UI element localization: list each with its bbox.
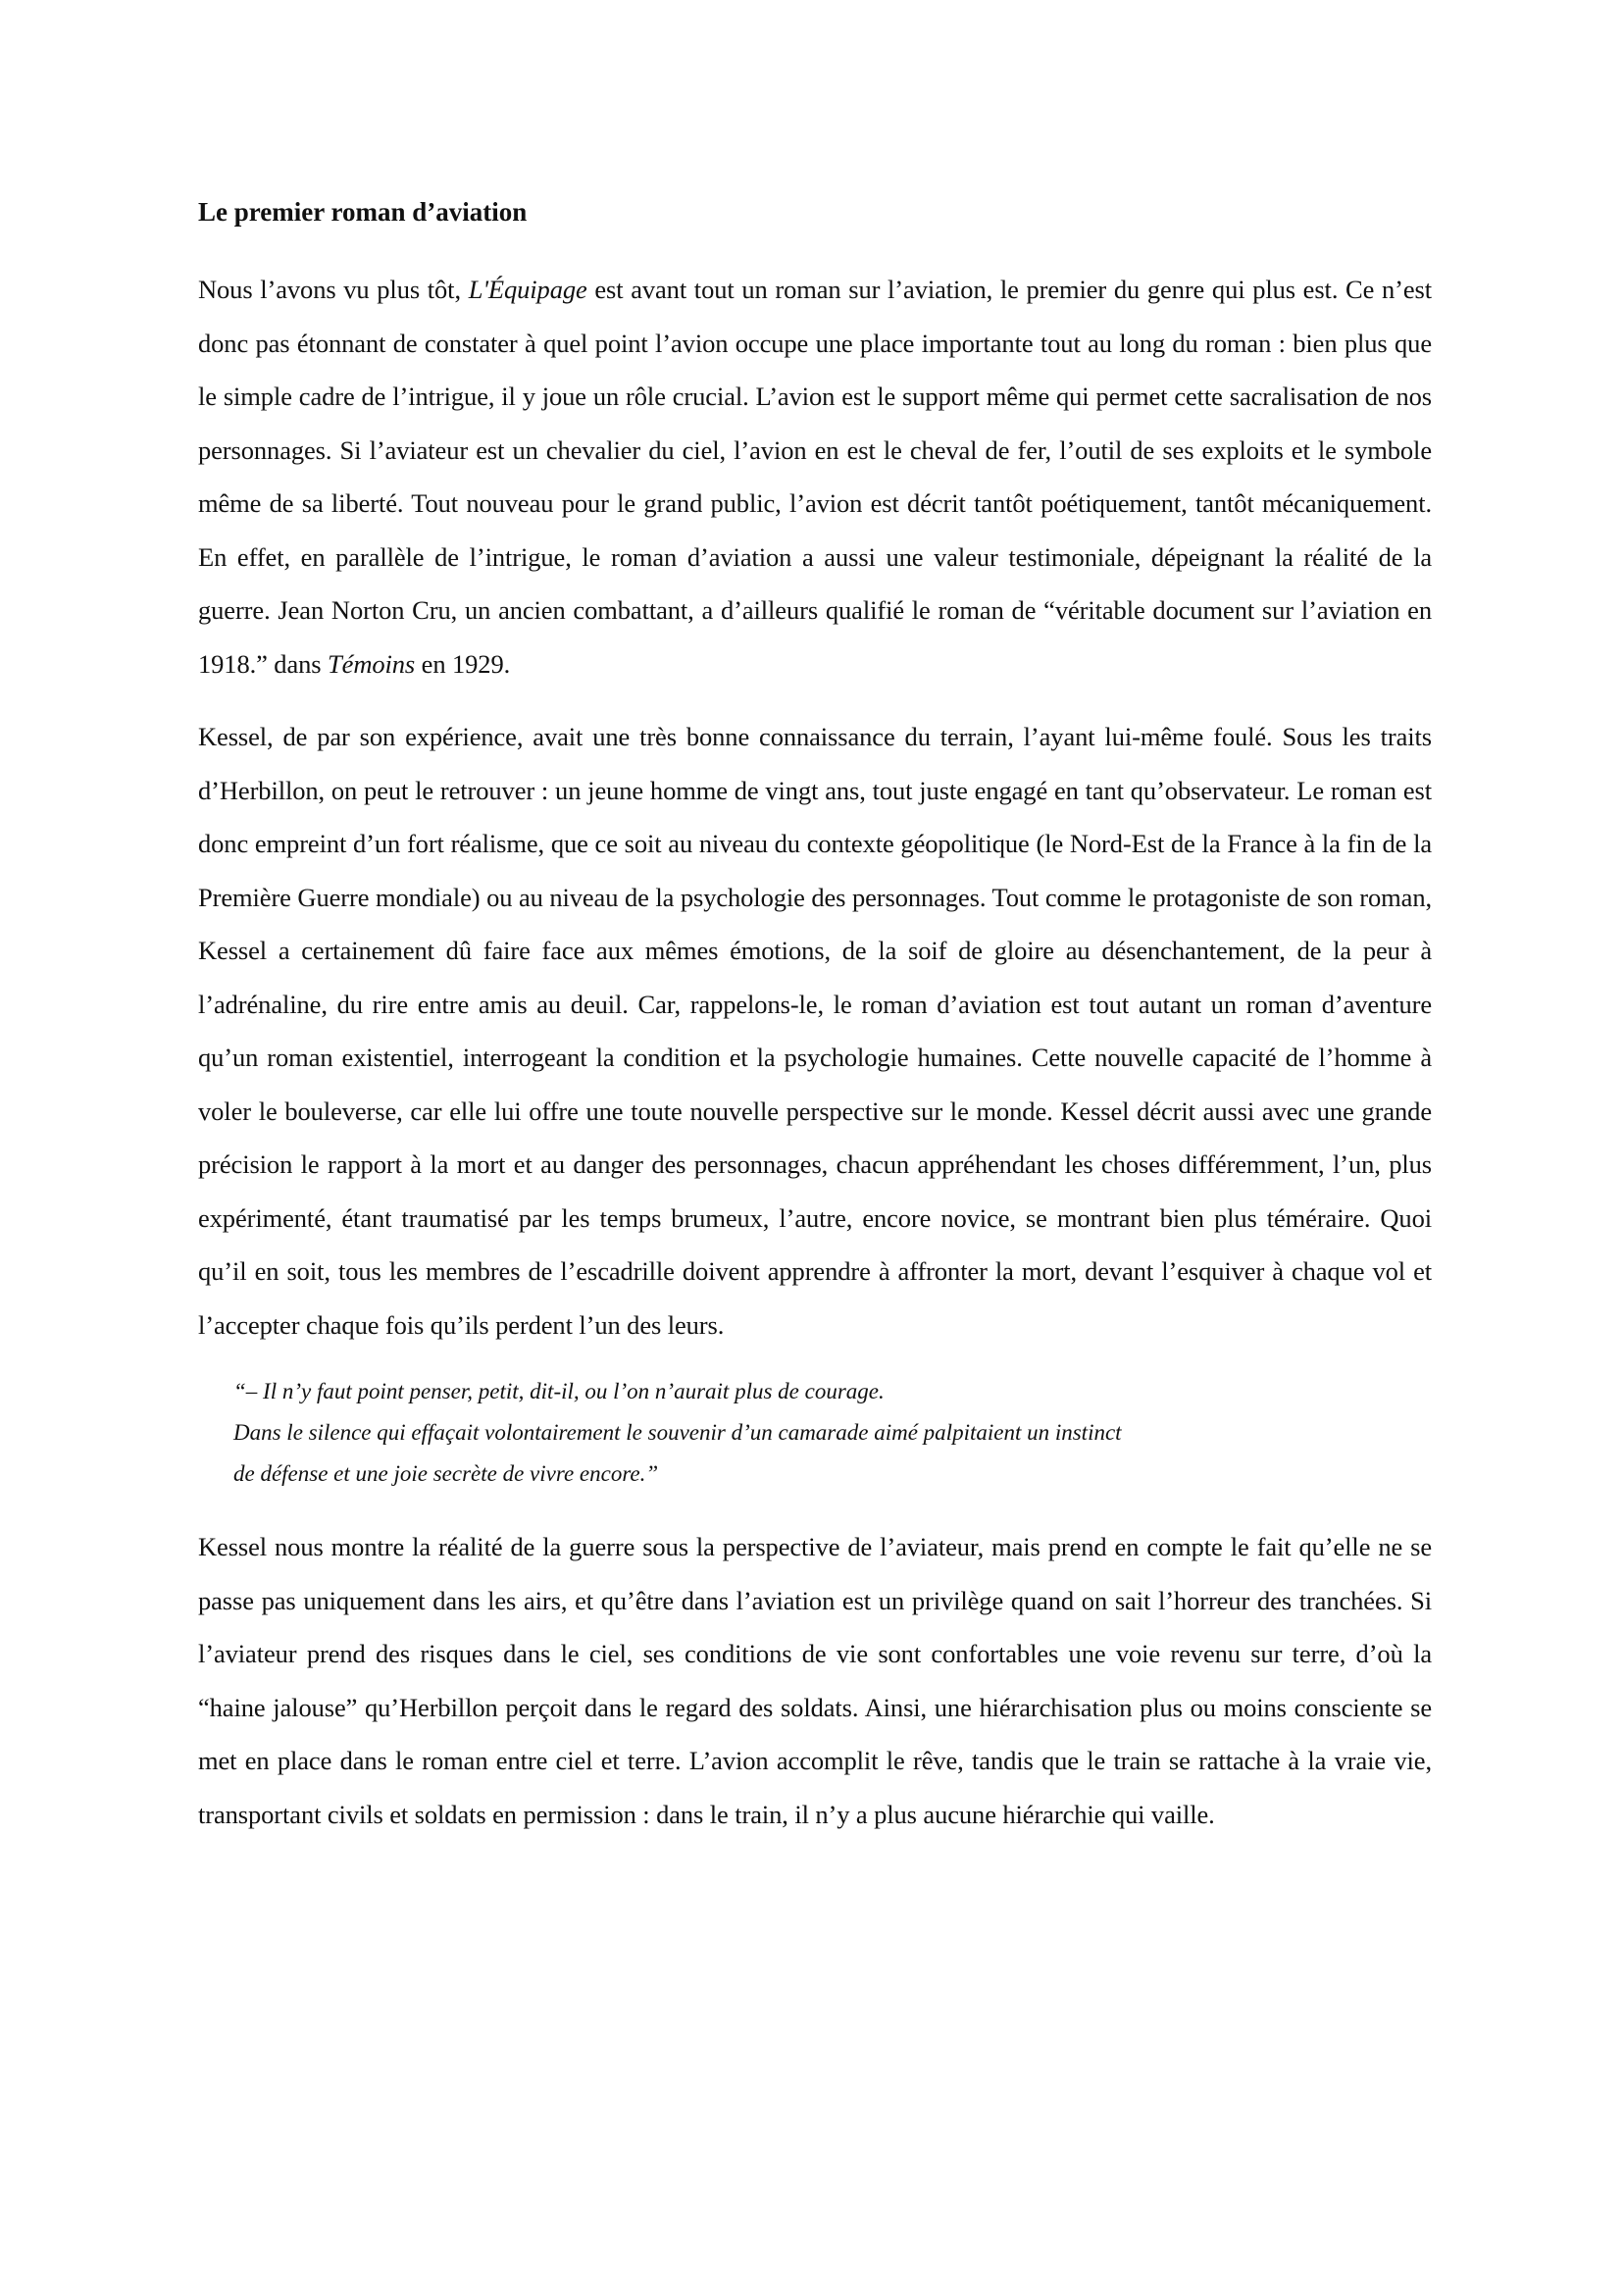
text-span: est avant tout un roman sur l’aviation, le premier du genre qui plus est. Ce n’est donc pas étonnant de constater à quel point l’avion occupe une place importante tout au long du roman : bien plus que le simple cadre de l’intrigue, il y joue un rôle crucial. L’avion est le support même qui permet cette sacralisation de nos personnages. Si l’aviateur est un chevalier du ciel, l’avion en est le cheval de fer, l’outil de ses exploits et le symbole même de sa liberté. Tout nouveau pour le grand public, l’avion est décrit tantôt poétiquement, tantôt mécaniquement. En effet, en parallèle de l’intrigue, le roman d’aviation a aussi une valeur testimoniale, dépeignant la réalité de la guerre. Jean Norton Cru, un ancien combattant, a d’ailleurs qualifié le roman de “véritable document sur l’aviation en 1918.” dans	[198, 275, 1433, 679]
book-title-lequipage: L'Équipage	[468, 275, 587, 304]
paragraph-2	[198, 710, 1432, 1351]
document-page	[198, 192, 1432, 1861]
quote-line-1: “– Il n’y faut point penser, petit, dit-il, ou l’on n’aurait plus de courage.	[233, 1379, 885, 1403]
text-span: en 1929.	[415, 648, 511, 679]
paragraph-1	[198, 263, 1432, 690]
book-title-temoins: Témoins	[328, 648, 416, 679]
section-heading: Le premier roman d’aviation	[198, 197, 528, 227]
text-span: Kessel, de par son expérience, avait une très bonne connaissance du terrain, l’ayant lui-même foulé. Sous les traits d’Herbillon, on peut le retrouver : un jeune homme de vingt ans, tout juste engagé en tant qu’observateur. Le roman est donc empreint d’un fort réalisme, que ce soit au niveau du contexte géopolitique (le Nord-Est de la France à la fin de la Première Guerre mondiale) ou au niveau de la psychologie des personnages. Tout comme le protagoniste de son roman, Kessel a certainement dû faire face aux mêmes émotions, de la soif de gloire au désenchantement, de la peur à l’adrénaline, du rire entre amis au deuil. Car, rappelons-le, le roman d’aviation est tout autant un roman d’aventure qu’un roman existentiel, interrogeant la condition et la psychologie humaines. Cette nouvelle capacité de l’homme à voler le bouleverse, car elle lui offre une toute nouvelle perspective sur le monde. Kessel décrit aussi avec une grande précision le rapport à la mort et au danger des personnages, chacun appréhendant les choses différemment, l’un, plus expérimenté, étant traumatisé par les temps brumeux, l’autre, encore novice, se montrant bien plus téméraire. Quoi qu’il en soit, tous les membres de l’escadrille doivent apprendre à affronter la mort, devant l’esquiver à chaque vol et l’accepter chaque fois qu’ils perdent l’un des leurs.	[198, 722, 1432, 1340]
text-span: Nous l’avons vu plus tôt,	[198, 275, 469, 304]
quote-line-3: de défense et une joie secrète de vivre encore.”	[233, 1461, 659, 1486]
block-quote	[233, 1371, 1391, 1495]
quote-line-2: Dans le silence qui effaçait volontairement le souvenir d’un camarade aimé palpitaient un instinct	[233, 1420, 1122, 1445]
paragraph-3: Kessel nous montre la réalité de la guerre sous la perspective de l’aviateur, mais prend en compte le fait qu’elle ne se passe pas uniquement dans les airs, et qu’être dans l’aviation est un privilège quand on sait l’horreur des tranchées. Si l’aviateur prend des risques dans le ciel, ses conditions de vie sont confortables une voie revenu sur terre, d’où la “haine jalouse” qu’Herbillon perçoit dans le regard des soldats. Ainsi, une hiérarchisation plus ou moins consciente se met en place dans le roman entre ciel et terre. L’avion accomplit le rêve, tandis que le train se rattache à la vraie vie, transportant civils et soldats en permission : dans le train, il n’y a plus aucune hiérarchie qui vaille.	[198, 1532, 1432, 1829]
